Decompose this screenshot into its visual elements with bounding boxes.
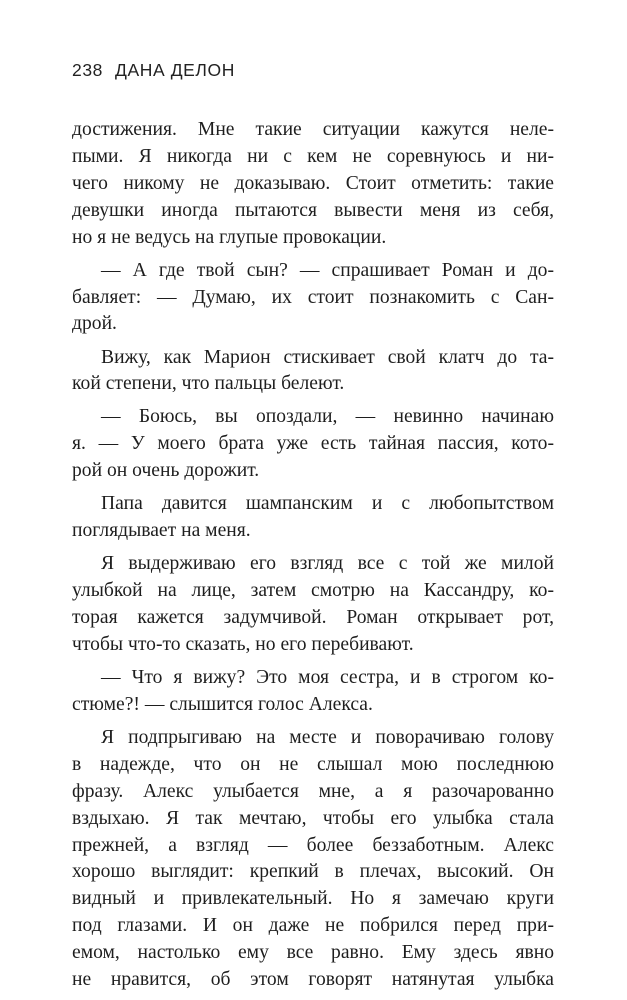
text-line: емом, настолько ему все равно. Ему здесь явно [72,942,554,964]
text-line: торая кажется задумчивой. Роман открывает рот, [72,607,554,629]
text-line: чего никому не доказываю. Стоит отметить: такие [72,172,554,194]
text-line: в надежде, что он не слышал мою последнюю [72,753,554,775]
text-line: фразу. Алекс улыбается мне, а я разочарованно [72,780,554,802]
text-line: девушки иногда пытаются вывести меня из себя, [72,199,554,221]
text-line: пыми. Я никогда ни с кем не соревнуюсь и ни- [72,145,554,167]
text-line: — А где твой сын? — спрашивает Роман и до- [101,259,554,281]
body-text [72,117,554,1000]
paragraph [72,725,554,994]
text-line: достижения. Мне такие ситуации кажутся неле- [72,119,554,140]
paragraph [72,345,554,399]
page-number: 238 [72,60,103,80]
text-line: бавляет: — Думаю, их стоит познакомить с Сан- [72,286,554,308]
text-line: поглядывает на меня. [72,520,251,542]
text-line: — Что я вижу? Это моя сестра, и в строгом ко- [101,667,554,689]
text-line: вздыхаю. Я так мечтаю, чтобы его улыбка стала [72,807,554,829]
text-line: видный и привлекательный. Но я замечаю круги [72,888,554,910]
text-line: хорошо выглядит: крепкий в плечах, высокий. Он [72,861,554,883]
text-line: я. — У моего брата уже есть тайная пассия, кото- [72,433,554,455]
paragraph [72,404,554,485]
text-line: стюме?! — слышится голос Алекса. [72,693,373,715]
text-line: но я не ведусь на глупые провокации. [72,226,387,248]
text-line: дрой. [72,313,117,335]
running-head [72,60,235,81]
paragraph [72,551,554,659]
text-line: Папа давится шампанским и с любопытством [101,493,554,515]
text-line: — Боюсь, вы опоздали, — невинно начинаю [101,406,554,428]
text-line: прежней, а взгляд — более беззаботным. Алекс [72,834,554,856]
paragraph [72,258,554,339]
author-name: ДАНА ДЕЛОН [115,60,235,80]
text-line: чтобы что-то сказать, но его перебивают. [72,633,414,655]
paragraph [72,491,554,545]
text-line: под глазами. И он даже не побрился перед при- [72,915,554,937]
paragraph [72,665,554,719]
text-line: не нравится, об этом говорят натянутая улыбка [72,969,554,991]
text-line: рой он очень дорожит. [72,460,260,482]
text-line: улыбкой на лице, затем смотрю на Кассандру, ко- [72,580,554,602]
paragraph [72,117,554,251]
text-line: Я выдерживаю его взгляд все с той же милой [101,553,554,575]
text-line: кой степени, что пальцы белеют. [72,373,345,395]
text-line: Вижу, как Марион стискивает свой клатч до та- [101,346,554,368]
text-line: Я подпрыгиваю на месте и поворачиваю голову [101,727,554,749]
